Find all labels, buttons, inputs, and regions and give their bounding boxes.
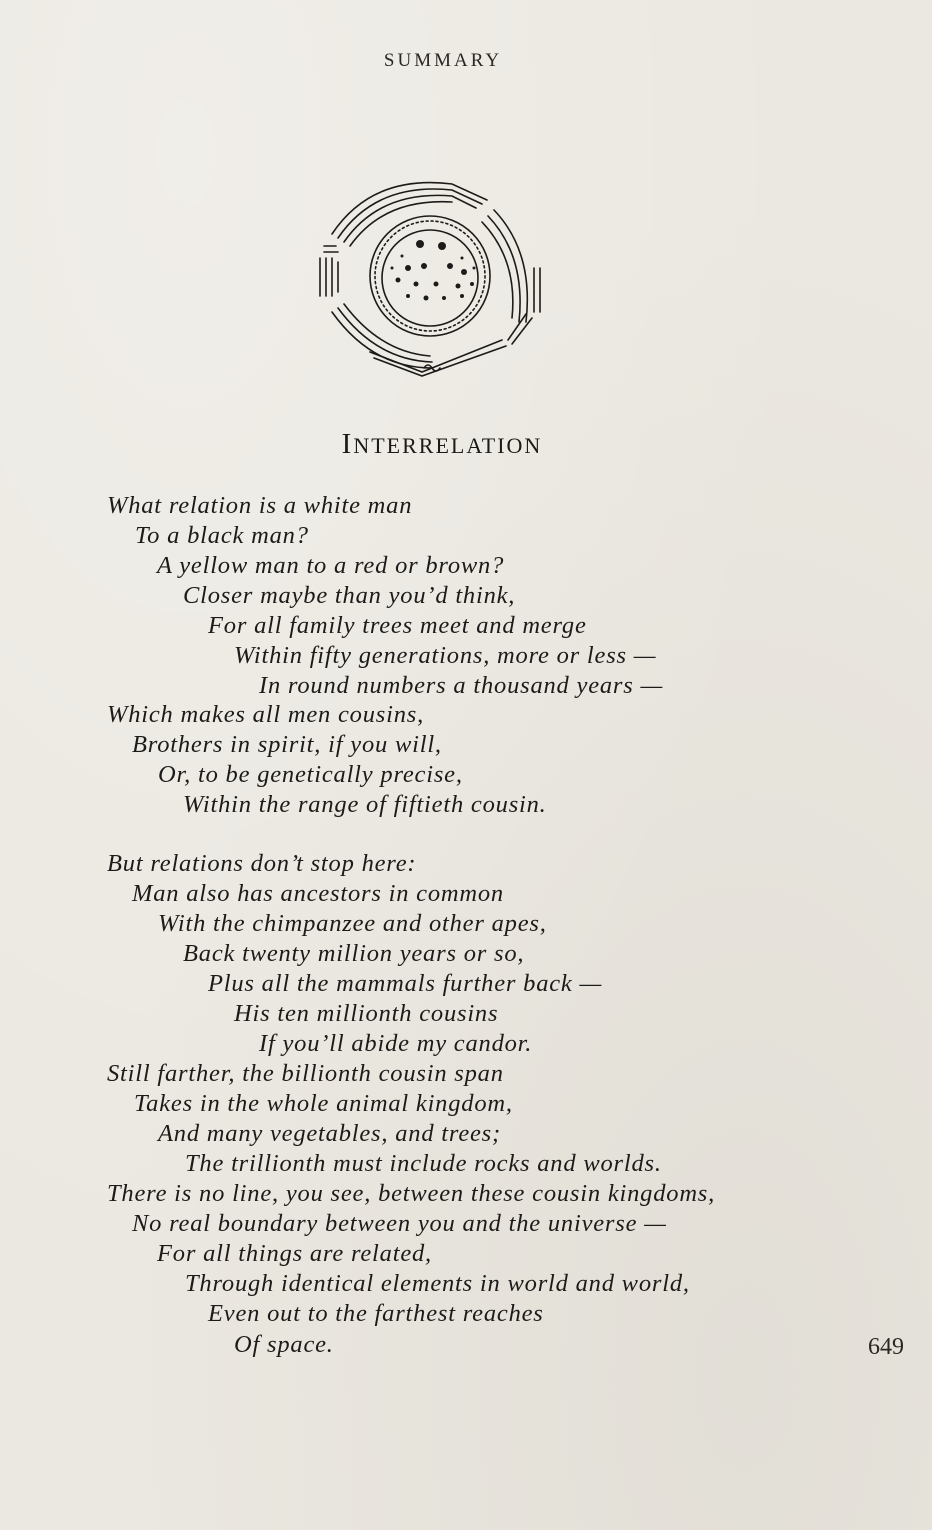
poem-line: Closer maybe than you’d think, (183, 582, 516, 609)
circular-ornament-icon (312, 172, 548, 382)
poem-line: Still farther, the billionth cousin span (107, 1060, 504, 1087)
poem-line: For all things are related, (157, 1240, 432, 1267)
poem-line: Which makes all men cousins, (107, 701, 425, 728)
poem-line: Takes in the whole animal kingdom, (134, 1090, 513, 1117)
poem-line: Within fifty generations, more or less — (234, 642, 657, 669)
poem-line: No real boundary between you and the universe — (132, 1210, 667, 1237)
poem-line: Within the range of fiftieth cousin. (183, 791, 547, 818)
page-number: 649 (868, 1334, 904, 1360)
poem-line: In round numbers a thousand years — (259, 672, 664, 699)
poem-line: For all family trees meet and merge (208, 612, 587, 639)
poem-line: Plus all the mammals further back — (208, 970, 603, 997)
poem-line: Back twenty million years or so, (183, 940, 525, 967)
poem-title-initial: I (341, 428, 354, 460)
poem-line: His ten millionth cousins (234, 1000, 499, 1027)
poem-title (0, 428, 884, 461)
poem-line: The trillionth must include rocks and worlds. (185, 1150, 662, 1177)
poem-line: Man also has ancestors in common (132, 880, 504, 907)
poem-title-rest: NTERRELATION (353, 433, 543, 458)
poem-line: And many vegetables, and trees; (158, 1120, 501, 1147)
poem-line: Brothers in spirit, if you will, (132, 731, 442, 758)
poem-line: If you’ll abide my candor. (259, 1030, 533, 1057)
poem-line: Through identical elements in world and world, (185, 1270, 690, 1297)
poem-line: There is no line, you see, between these cousin kingdoms, (107, 1180, 716, 1207)
poem-line: With the chimpanzee and other apes, (158, 910, 547, 937)
poem-line: Or, to be genetically precise, (158, 761, 463, 788)
poem-line: But relations don’t stop here: (107, 850, 417, 877)
poem-line: Of space. (234, 1331, 334, 1358)
running-head: SUMMARY (383, 50, 503, 71)
poem-line: Even out to the farthest reaches (208, 1300, 544, 1327)
poem-line: To a black man? (135, 522, 309, 549)
poem-line: What relation is a white man (107, 492, 413, 519)
poem-line: A yellow man to a red or brown? (157, 552, 505, 579)
